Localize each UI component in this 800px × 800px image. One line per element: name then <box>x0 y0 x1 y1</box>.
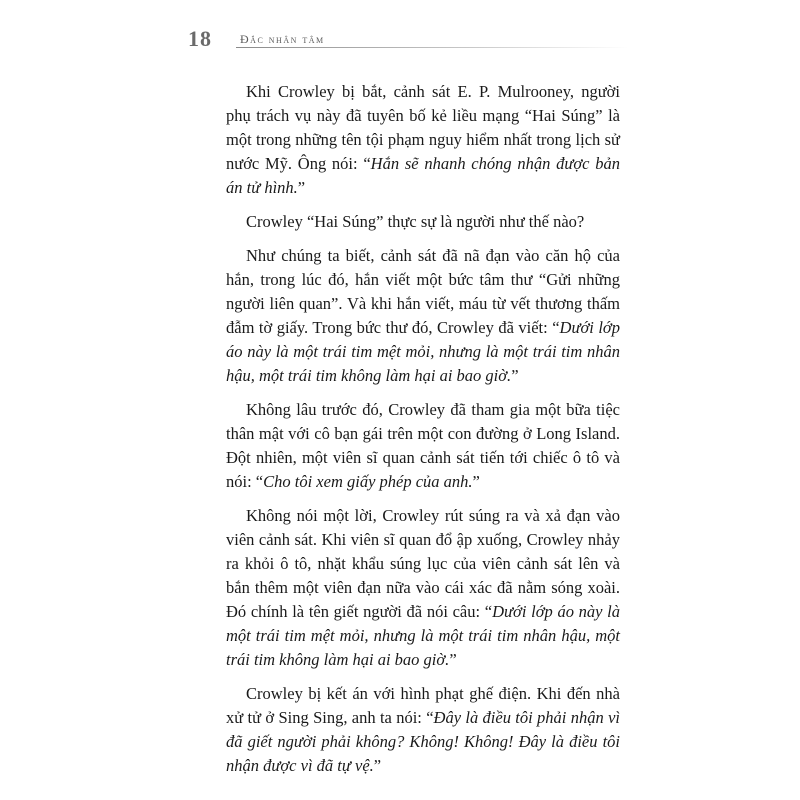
paragraph: Crowley “Hai Súng” thực sự là người như thế nào? <box>246 212 585 231</box>
running-header <box>188 26 628 56</box>
book-page <box>178 18 620 778</box>
page-body <box>226 80 620 788</box>
header-rule <box>236 47 628 48</box>
paragraph: Như chúng ta biết, cảnh sát đã nã đạn vào căn hộ của hắn, trong lúc đó, hắn viết một bức tâm thư “Gửi những người liên quan”. Và khi hắn viết, máu từ vết thương thấm đẫm tờ giấy. Trong bức thư đó, Crowley đã viết: “Dưới lớp áo này là một trái tim mệt mỏi, nhưng là một trái tim nhân hậu, một trái tim không làm hại ai bao giờ.” <box>226 246 620 385</box>
page-number: 18 <box>188 26 212 51</box>
book-title: Đắc nhân tâm <box>240 32 325 46</box>
paragraph: Crowley bị kết án với hình phạt ghế điện. Khi đến nhà xử tử ở Sing Sing, anh ta nói: “Đây là điều tôi phải nhận vì đã giết người phải không? Không! Không! Đây là điều tôi nhận được vì đã tự vệ.” <box>226 684 620 775</box>
paragraph: Không nói một lời, Crowley rút súng ra và xả đạn vào viên cảnh sát. Khi viên sĩ quan đổ ập xuống, Crowley nhảy ra khỏi ô tô, nhặt khẩu súng lục của viên cảnh sát lên và bắn thêm một viên đạn nữa vào cái xác đã nằm sóng xoài. Đó chính là tên giết người đã nói câu: “Dưới lớp áo này là một trái tim mệt mỏi, nhưng là một trái tim nhân hậu, một trái tim không làm hại ai bao giờ.” <box>226 506 620 669</box>
paragraph: Khi Crowley bị bắt, cảnh sát E. P. Mulrooney, người phụ trách vụ này đã tuyên bố kẻ liều mạng “Hai Súng” là một trong những tên tội phạm nguy hiểm nhất trong lịch sử nước Mỹ. Ông nói: “Hắn sẽ nhanh chóng nhận được bản án tử hình.” <box>226 82 620 197</box>
paragraph: Không lâu trước đó, Crowley đã tham gia một bữa tiệc thân mật với cô bạn gái trên một con đường ở Long Island. Đột nhiên, một viên sĩ quan cảnh sát tiến tới chiếc ô tô và nói: “Cho tôi xem giấy phép của anh.” <box>226 400 620 491</box>
